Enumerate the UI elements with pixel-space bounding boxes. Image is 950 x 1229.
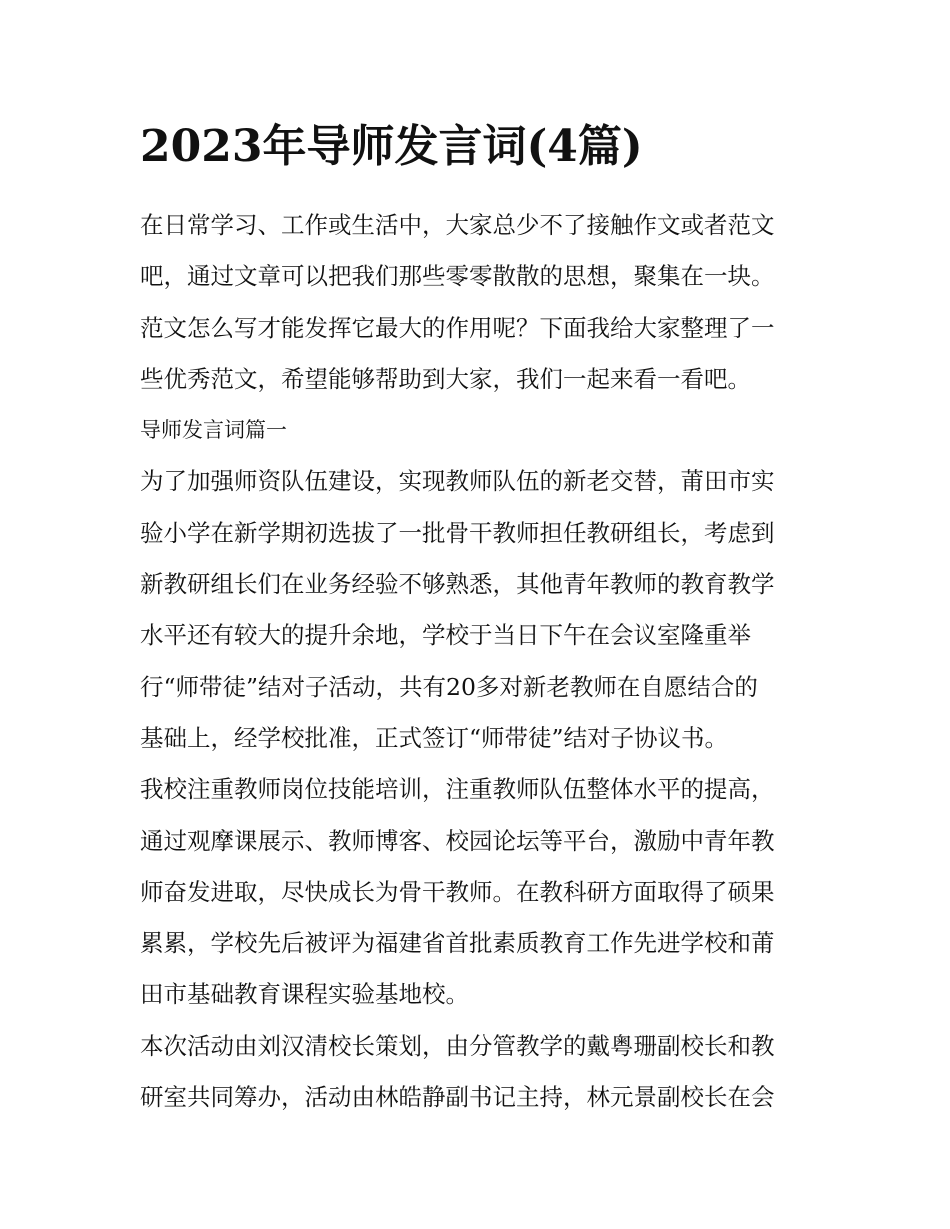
body-line: 师奋发进取，尽快成长为骨干教师。在教科研方面取得了硕果 xyxy=(140,877,775,906)
body-line: 本次活动由刘汉清校长策划，由分管教学的戴粤珊副校长和教 xyxy=(140,1031,775,1060)
document-title: 2023年导师发言词(4篇) xyxy=(140,121,643,172)
body-line: 行“师带徒”结对子活动，共有20多对新老教师在自愿结合的 xyxy=(140,672,758,701)
document-body xyxy=(140,200,812,1123)
body-line: 新教研组长们在业务经验不够熟悉，其他青年教师的教育教学 xyxy=(140,570,775,599)
body-line: 研室共同筹办，活动由林皓静副书记主持，林元景副校长在会 xyxy=(140,1083,775,1112)
body-line: 田市基础教育课程实验基地校。 xyxy=(140,980,469,1009)
section-heading: 导师发言词篇一 xyxy=(140,418,287,443)
body-line: 累累，学校先后被评为福建省首批素质教育工作先进学校和莆 xyxy=(140,929,775,958)
body-line: 水平还有较大的提升余地，学校于当日下午在会议室隆重举 xyxy=(140,621,751,650)
body-line: 为了加强师资队伍建设，实现教师队伍的新老交替，莆田市实 xyxy=(140,467,775,496)
body-line: 些优秀范文，希望能够帮助到大家，我们一起来看一看吧。 xyxy=(140,364,751,393)
body-line: 范文怎么写才能发挥它最大的作用呢？下面我给大家整理了一 xyxy=(140,313,775,342)
body-line: 通过观摩课展示、教师博客、校园论坛等平台，激励中青年教 xyxy=(140,826,775,855)
body-line: 吧，通过文章可以把我们那些零零散散的思想，聚集在一块。 xyxy=(140,262,775,291)
body-line: 验小学在新学期初选拔了一批骨干教师担任教研组长，考虑到 xyxy=(140,518,775,547)
body-line: 基础上，经学校批准，正式签订“师带徒”结对子协议书。 xyxy=(140,723,729,752)
body-line: 我校注重教师岗位技能培训，注重教师队伍整体水平的提高， xyxy=(140,775,775,804)
body-line: 在日常学习、工作或生活中，大家总少不了接触作文或者范文 xyxy=(140,211,775,239)
